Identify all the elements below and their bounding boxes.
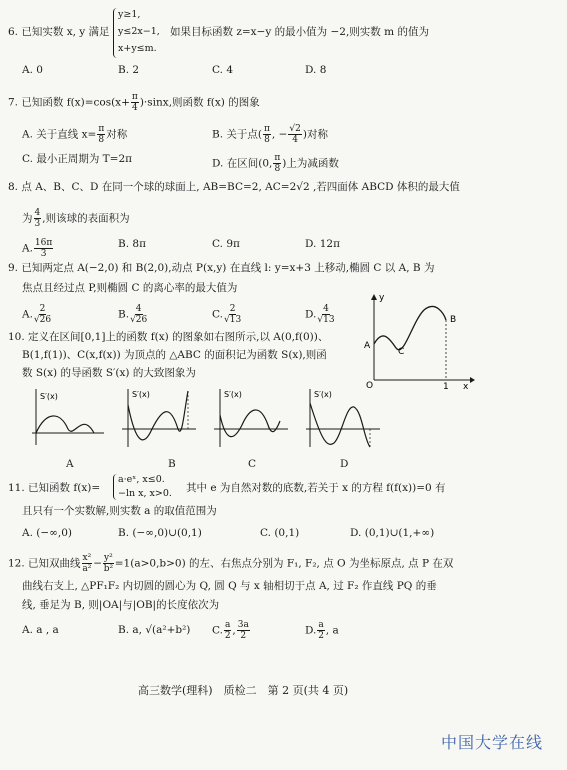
q8-option-c: C. 9π [212, 238, 240, 250]
q7-option-c: C. 最小正周期为 T=2π [22, 153, 133, 165]
q10-fx-point-c: C [398, 347, 405, 357]
q7-text-b: )·sinx,则函数 f(x) 的图象 [139, 96, 260, 109]
watermark: 中国大学在线 [440, 733, 543, 752]
q10-graph-b-sprime: S′(x) [132, 390, 150, 399]
q6-option-a: A. 0 [22, 64, 43, 76]
q10-graph-d-label: D [340, 458, 349, 470]
q9-line2: 焦点且经过点 P,则椭圆 C 的离心率的最大值为 [22, 282, 238, 294]
q10-graph-c [210, 385, 290, 449]
q10-fx-point-a: A [364, 341, 371, 351]
q6-prefix: 6. 已知实数 x, y 满足 [8, 26, 110, 38]
q10-graph-d [302, 385, 382, 449]
q8-line2: 为 $\frac{4}{3}$ ,则该球的表面积为 [22, 208, 130, 229]
q10-graph-c-sprime: S′(x) [224, 390, 242, 399]
q10-graph-b-label: B [168, 458, 176, 470]
q10-graph-a-label: A [66, 458, 74, 470]
q11-line1b: 其中 e 为自然对数的底数,若关于 x 的方程 f(f(x))=0 有 [186, 482, 446, 494]
q11-line1a: 11. 已知函数 f(x)= [8, 482, 101, 494]
q11-option-b: B. (−∞,0)∪(0,1) [118, 527, 202, 539]
q6-system [118, 9, 160, 54]
q7-option-a: A. 关于直线 x= $\frac{\pi}{8}$ 对称 [22, 124, 128, 145]
q11-option-c: C. (0,1) [260, 527, 300, 539]
q10-fx-graph [358, 292, 476, 392]
q6-option-d: D. 8 [305, 64, 327, 76]
q10-graph-d-sprime: S′(x) [314, 390, 332, 399]
q10-fx-point-b: B [450, 315, 457, 325]
q11-line2: 且只有一个实数解,则实数 a 的取值范围为 [22, 505, 217, 517]
q6-sys-line: y≤2x−1, [118, 26, 160, 37]
q6-option-c: C. 4 [212, 64, 234, 76]
q12-line1: 12. 已知双曲线 $\frac{\text{x²}}{\text{a²}}$ − $\frac{\text{y²}}{\text{b²}}$ =1(a>0,b>0) 的左、右焦点分别为 F₁, F₂, 点 O 为坐标原点, 点 P 在双 [8, 553, 454, 574]
q10-graph-b [118, 385, 198, 449]
q7-frac: $\frac{\pi}{4}$ [131, 92, 138, 113]
q7-option-d: D. 在区间(0, $\frac{\pi}{8}$ )上为减函数 [212, 153, 339, 174]
q9-line1: 9. 已知两定点 A(−2,0) 和 B(2,0),动点 P(x,y) 在直线 l: y=x+3 上移动,椭圆 C 以 A, B 为 [8, 262, 435, 274]
q10-line2: B(1,f(1))、C(x,f(x)) 为顶点的 △ABC 的面积记为函数 S(x),则函 [22, 349, 327, 361]
q11-option-d: D. (0,1)∪(1,+∞) [350, 527, 435, 539]
q12-line3: 线, 垂足为 B, 则|OA|与|OB|的长度依次为 [22, 599, 220, 611]
q7-option-b: B. 关于点( $\frac{\pi}{8}$ , − $\frac{√2}{4}$ )对称 [212, 124, 328, 145]
q10-graph-a-sprime: S′(x) [40, 392, 58, 401]
q6-sys-line: x+y≤m. [118, 43, 157, 54]
q8-option-a: A. $\frac{16\pi}{3}$ [22, 238, 53, 259]
q7-text-a: 7. 已知函数 f(x)=cos(x+ [8, 96, 130, 109]
q12-line2: 曲线右支上, △PF₁F₂ 内切圆的圆心为 Q, 圆 Q 与 x 轴相切于点 A, 过 F₂ 作直线 PQ 的垂 [22, 580, 437, 592]
q10-graph-a [26, 385, 106, 449]
q10-fx-x-label: x [463, 382, 469, 392]
q6-sys-line: y≥1, [118, 9, 141, 20]
q7-stem [8, 92, 260, 113]
q10-fx-tick-one: 1 [443, 382, 449, 392]
q9-option-a: A. $\frac{2}{√26}$ [22, 304, 52, 325]
q8-option-b: B. 8π [118, 238, 146, 250]
q9-option-c: C. $\frac{2}{√13}$ [212, 304, 242, 325]
q10-fx-y-label: y [379, 293, 385, 303]
q9-option-d: D. $\frac{4}{√13}$ [305, 304, 335, 325]
q9-option-b: B. $\frac{4}{√26}$ [118, 304, 148, 325]
q11-piecewise: a·eˣ, x≤0. −ln x, x>0. [118, 474, 172, 499]
page-footer: 高三数学(理科) 质检二 第 2 页(共 4 页) [138, 684, 349, 697]
q12-option-a: A. a , a [22, 624, 59, 636]
q12-option-c: C. $\frac{a}{2}$ , $\frac{3a}{2}$ [212, 620, 249, 641]
q12-option-b: B. a, √(a²+b²) [118, 624, 191, 636]
q6-option-b: B. 2 [118, 64, 140, 76]
q8-option-d: D. 12π [305, 238, 340, 250]
q10-line1: 10. 定义在区间[0,1]上的函数 f(x) 的图象如右图所示,以 A(0,f(0))、 [8, 331, 329, 343]
q11-option-a: A. (−∞,0) [22, 527, 73, 539]
q10-line3: 数 S(x) 的导函数 S′(x) 的大致图象为 [22, 367, 196, 379]
q12-option-d: D. $\frac{a}{2}$ , a [305, 620, 339, 641]
q10-fx-origin: O [366, 381, 374, 391]
q10-graph-c-label: C [248, 458, 257, 470]
q8-line1: 8. 点 A、B、C、D 在同一个球的球面上, AB=BC=2, AC=2√2 ,若四面体 ABCD 体积的最大值 [8, 181, 460, 193]
q6-suffix: 如果目标函数 z=x−y 的最小值为 −2,则实数 m 的值为 [170, 26, 429, 38]
